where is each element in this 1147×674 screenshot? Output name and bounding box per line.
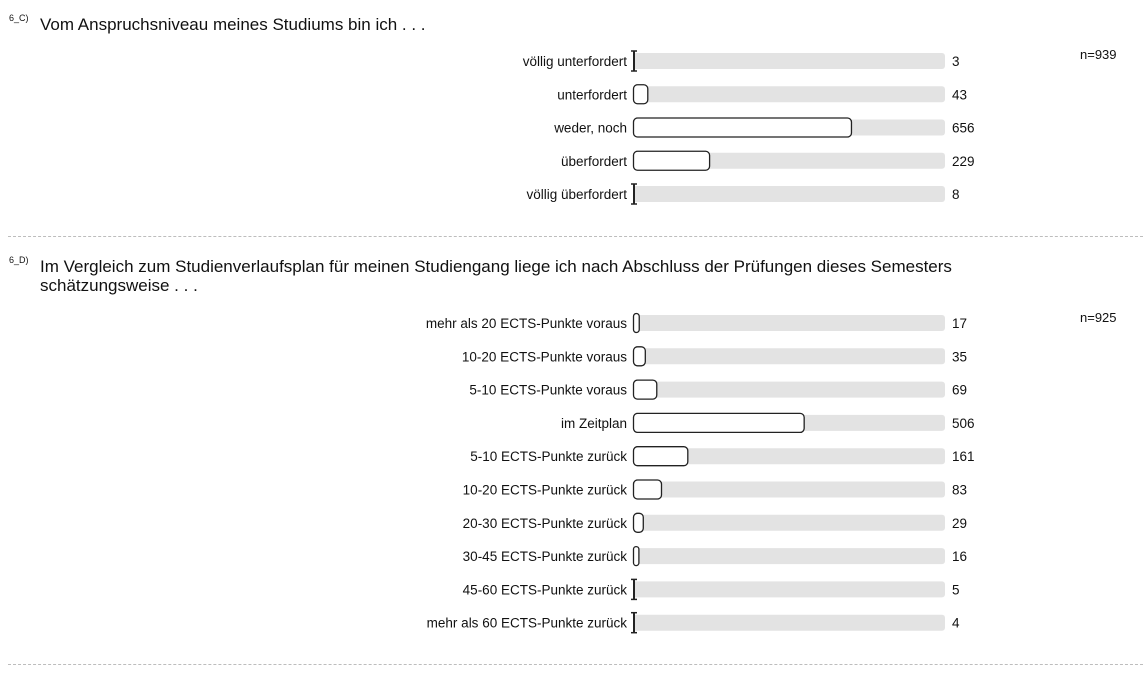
bar-track	[633, 581, 945, 597]
question-6c	[0, 0, 1147, 236]
value-label: 161	[952, 449, 975, 465]
category-label: im Zeitplan	[560, 415, 627, 431]
bar	[634, 118, 852, 137]
bar-row	[427, 613, 960, 633]
value-label: 8	[952, 187, 960, 202]
bar-row	[523, 51, 960, 71]
bar-track	[633, 382, 945, 398]
bar	[634, 547, 639, 566]
value-label: 35	[952, 349, 968, 365]
bar-row	[526, 184, 959, 204]
bar-track	[633, 86, 945, 102]
question-6d-id: 6_D)	[9, 255, 29, 265]
chart-6d	[0, 237, 1147, 674]
bar	[633, 613, 635, 633]
category-label: weder, noch	[554, 120, 627, 136]
value-label: 17	[952, 316, 968, 331]
value-label: 656	[952, 120, 975, 136]
category-label: 5-10 ECTS-Punkte zurück	[470, 449, 627, 465]
question-6d	[0, 237, 1147, 674]
bar-track	[633, 315, 945, 331]
category-label: 5-10 ECTS-Punkte voraus	[469, 382, 627, 398]
value-label: 506	[952, 415, 975, 431]
question-6c-n: n=939	[1080, 47, 1117, 62]
value-label: 5	[952, 582, 960, 598]
bar-row	[561, 151, 975, 170]
bar	[634, 513, 644, 532]
bar-row	[463, 480, 967, 499]
bar-row	[553, 118, 974, 137]
bar-track	[633, 482, 945, 498]
bar-track	[633, 348, 945, 364]
category-label: 10-20 ECTS-Punkte voraus	[461, 349, 627, 365]
value-label: 29	[952, 515, 968, 531]
bar-track	[633, 548, 945, 564]
value-label: 3	[952, 54, 960, 69]
bar-row	[463, 579, 960, 599]
bar	[634, 380, 657, 399]
value-label: 16	[952, 549, 968, 565]
bar-track	[633, 615, 945, 631]
category-label: völlig überfordert	[526, 187, 627, 202]
bar-track	[633, 53, 945, 69]
bar-track	[633, 186, 945, 202]
bar	[634, 314, 640, 333]
bar	[634, 480, 662, 499]
value-label: 69	[952, 382, 968, 398]
category-label: mehr als 60 ECTS-Punkte zurück	[426, 615, 627, 631]
bar	[633, 184, 635, 204]
question-6d-title: Im Vergleich zum Studienverlaufsplan für meinen Studiengang liege ich nach Abschluss der Prüfungen dieses Semesters schätzungsweise . . .	[40, 257, 952, 295]
bar	[634, 347, 646, 366]
bar	[633, 51, 635, 71]
value-label: 229	[952, 153, 975, 169]
category-label: 45-60 ECTS-Punkte zurück	[462, 582, 627, 598]
bar-row	[462, 347, 967, 366]
bar-row	[469, 380, 967, 399]
bar	[634, 85, 648, 104]
category-label: 30-45 ECTS-Punkte zurück	[462, 549, 627, 565]
question-6d-n: n=925	[1080, 310, 1117, 325]
bar-row	[557, 85, 967, 104]
category-label: mehr als 20 ECTS-Punkte voraus	[425, 316, 627, 331]
bar-row	[463, 547, 967, 566]
category-label: 10-20 ECTS-Punkte zurück	[462, 482, 627, 498]
bar	[634, 447, 688, 466]
value-label: 83	[952, 482, 968, 498]
category-label: völlig unterfordert	[522, 54, 627, 69]
bar	[634, 151, 710, 170]
value-label: 4	[952, 615, 960, 631]
bar-row	[463, 513, 967, 532]
bar-row	[470, 447, 974, 466]
category-label: unterfordert	[557, 87, 627, 103]
question-6c-id: 6_C)	[9, 13, 29, 23]
chart-6c	[0, 0, 1147, 236]
category-label: überfordert	[560, 153, 627, 169]
bar-track	[633, 515, 945, 531]
section-divider-bottom	[8, 664, 1143, 665]
question-6c-title: Vom Anspruchsniveau meines Studiums bin ich . . .	[40, 15, 426, 34]
bar	[633, 579, 635, 599]
bar-row	[426, 314, 967, 333]
category-label: 20-30 ECTS-Punkte zurück	[462, 515, 627, 531]
bar-row	[561, 413, 975, 432]
bar	[634, 413, 805, 432]
value-label: 43	[952, 87, 968, 103]
